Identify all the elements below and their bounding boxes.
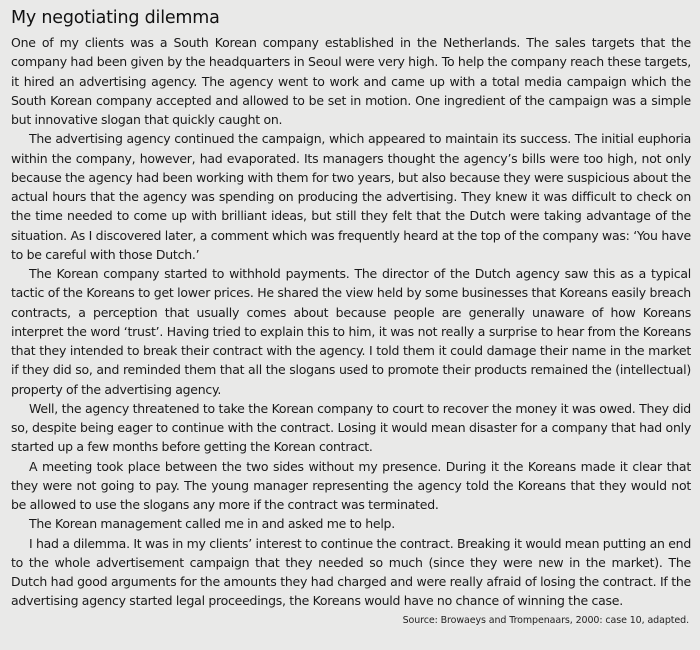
paragraph-5: A meeting took place between the two sides without my presence. During it the Koreans made it clear that they were not going to pay. The young manager representing the agency told the Koreans that they would not be allowed to use the slogans any more if the contract was terminated. xyxy=(11,458,691,512)
box-body xyxy=(11,33,691,611)
box-title: My negotiating dilemma xyxy=(11,8,220,28)
paragraph-6: The Korean management called me in and asked me to help. xyxy=(29,516,395,532)
paragraph-3: The Korean company started to withhold payments. The director of the Dutch agency saw this as a typical tactic of the Koreans to get lower prices. He shared the view held by some businesses that Koreans easily breach contracts, a perception that usually comes about because people are generally unaware of how Koreans interpret the word ‘trust’. Having tried to explain this to him, it was not really a surprise to hear from the Koreans that they intended to break their contract with the agency. I told them it could damage their name in the market if they did so, and reminded them that all the slogans used to promote their products remained the (intellectual) property of the advertising agency. xyxy=(11,266,691,397)
source-citation: Source: Browaeys and Trompenaars, 2000: case 10, adapted. xyxy=(402,614,689,626)
paragraph-1: One of my clients was a South Korean company established in the Netherlands. The sales targets that the company had been given by the headquarters in Seoul were very high. To help the company reach these targets, it hired an advertising agency. The agency went to work and came up with a total media campaign which the South Korean company accepted and allowed to be set in motion. One ingredient of the campaign was a simple but innovative slogan that quickly caught on. xyxy=(11,35,691,127)
paragraph-4: Well, the agency threatened to take the Korean company to court to recover the money it was owed. They did so, despite being eager to continue with the contract. Losing it would mean disaster for a company that had only started up a few months before getting the Korean contract. xyxy=(11,400,691,455)
paragraph-2: The advertising agency continued the campaign, which appeared to maintain its success. The initial euphoria within the company, however, had evaporated. Its managers thought the agency’s bills were too high, not only because the agency had been working with them for two years, but also because they were suspicious about the actual hours that the agency was spending on producing the advertising. They knew it was difficult to check on the time needed to come up with brilliant ideas, but still they felt that the Dutch were taking advantage of the situation. As I discovered later, a comment which was frequently heard at the top of the company was: ‘You have to be careful with those Dutch.’ xyxy=(11,131,691,262)
paragraph-7: I had a dilemma. It was in my clients’ interest to continue the contract. Breaking it would mean putting an end to the whole advertisement campaign that they needed so much (since they were new in the market). The Dutch had good arguments for the amounts they had charged and were really afraid of losing the contract. If the advertising agency started legal proceedings, the Koreans would have no chance of winning the case. xyxy=(11,535,691,609)
